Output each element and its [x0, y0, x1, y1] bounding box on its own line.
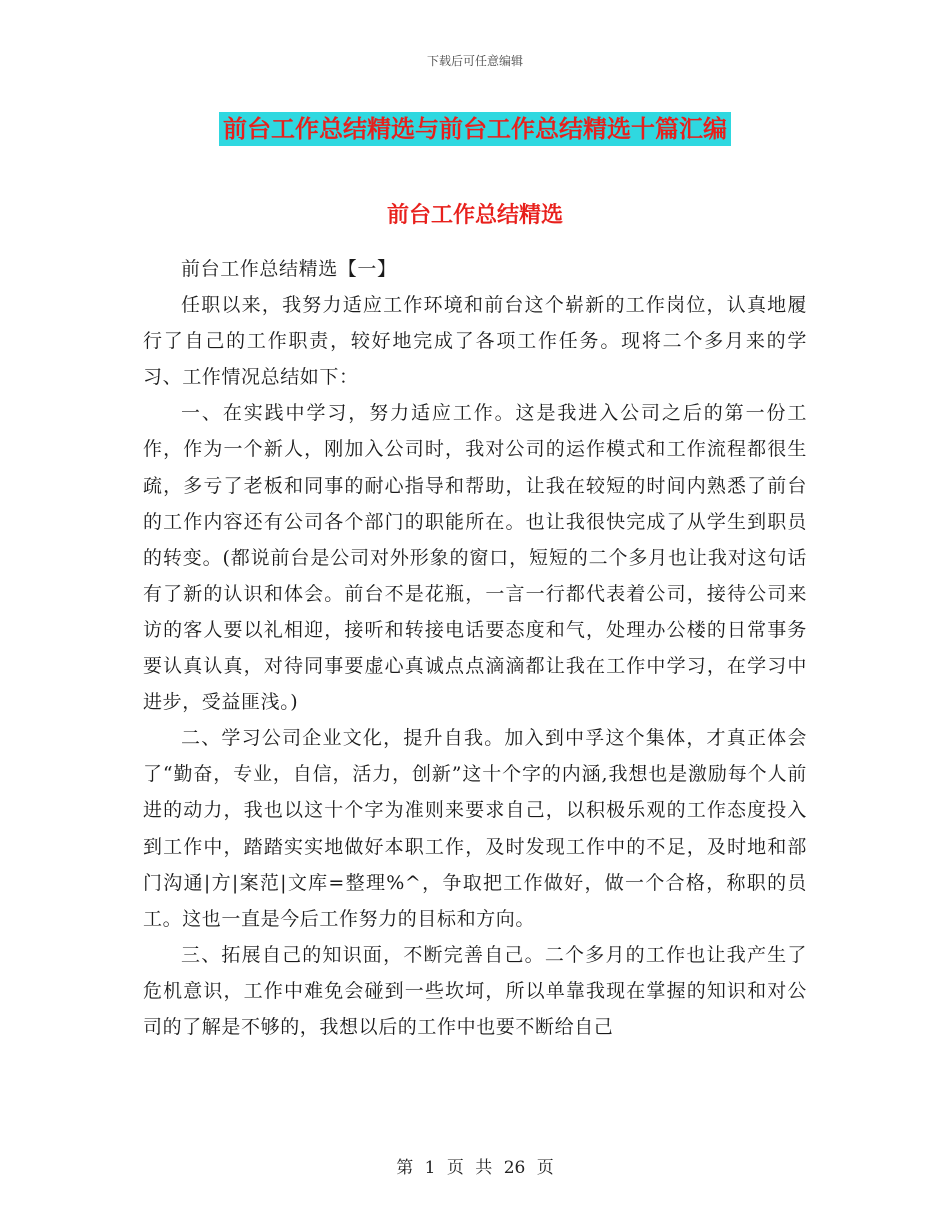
- header-note: 下载后可任意编辑: [426, 54, 523, 68]
- section-title: 前台工作总结精选: [386, 203, 563, 228]
- page-footer: 第 1 页 共 26 页: [396, 1158, 554, 1178]
- main-title-wrap: [0, 112, 950, 146]
- paragraph: 任职以来，我努力适应工作环境和前台这个崭新的工作岗位，认真地履行了自己的工作职责，较好地完成了各项工作任务。现将二个多月来的学习、工作情况总结如下：: [143, 294, 807, 389]
- paragraph-heading: 前台工作总结精选【一】: [181, 258, 397, 280]
- body-text: [143, 251, 807, 1045]
- paragraph: 一、在实践中学习，努力适应工作。这是我进入公司之后的第一份工作，作为一个新人，刚加入公司时，我对公司的运作模式和工作流程都很生疏，多亏了老板和同事的耐心指导和帮助，让我在较短的时间内熟悉了前台的工作内容还有公司各个部门的职能所在。也让我很快完成了从学生到职员的转变。(都说前台是公司对外形象的窗口，短短的二个多月也让我对这句话有了新的认识和体会。前台不是花瓶，一言一行都代表着公司，接待公司来访的客人要以礼相迎，接听和转接电话要态度和气，处理办公楼的日常事务要认真认真，对待同事要虚心真诚点点滴滴都让我在工作中学习，在学习中进步，受益匪浅。): [143, 402, 807, 714]
- main-title: 前台工作总结精选与前台工作总结精选十篇汇编: [219, 112, 731, 146]
- paragraph: 三、拓展自己的知识面，不断完善自己。二个多月的工作也让我产生了危机意识，工作中难免会碰到一些坎坷，所以单靠我现在掌握的知识和对公司的了解是不够的，我想以后的工作中也要不断给自己: [143, 943, 807, 1038]
- paragraph: 二、学习公司企业文化，提升自我。加入到中孚这个集体，才真正体会了“勤奋，专业，自信，活力，创新”这十个字的内涵,我想也是激励每个人前进的动力，我也以这十个字为准则来要求自己，以积极乐观的工作态度投入到工作中，踏踏实实地做好本职工作，及时发现工作中的不足，及时地和部门沟通|方|案范|文库=整理%^，争取把工作做好，做一个合格，称职的员工。这也一直是今后工作努力的目标和方向。: [143, 727, 807, 930]
